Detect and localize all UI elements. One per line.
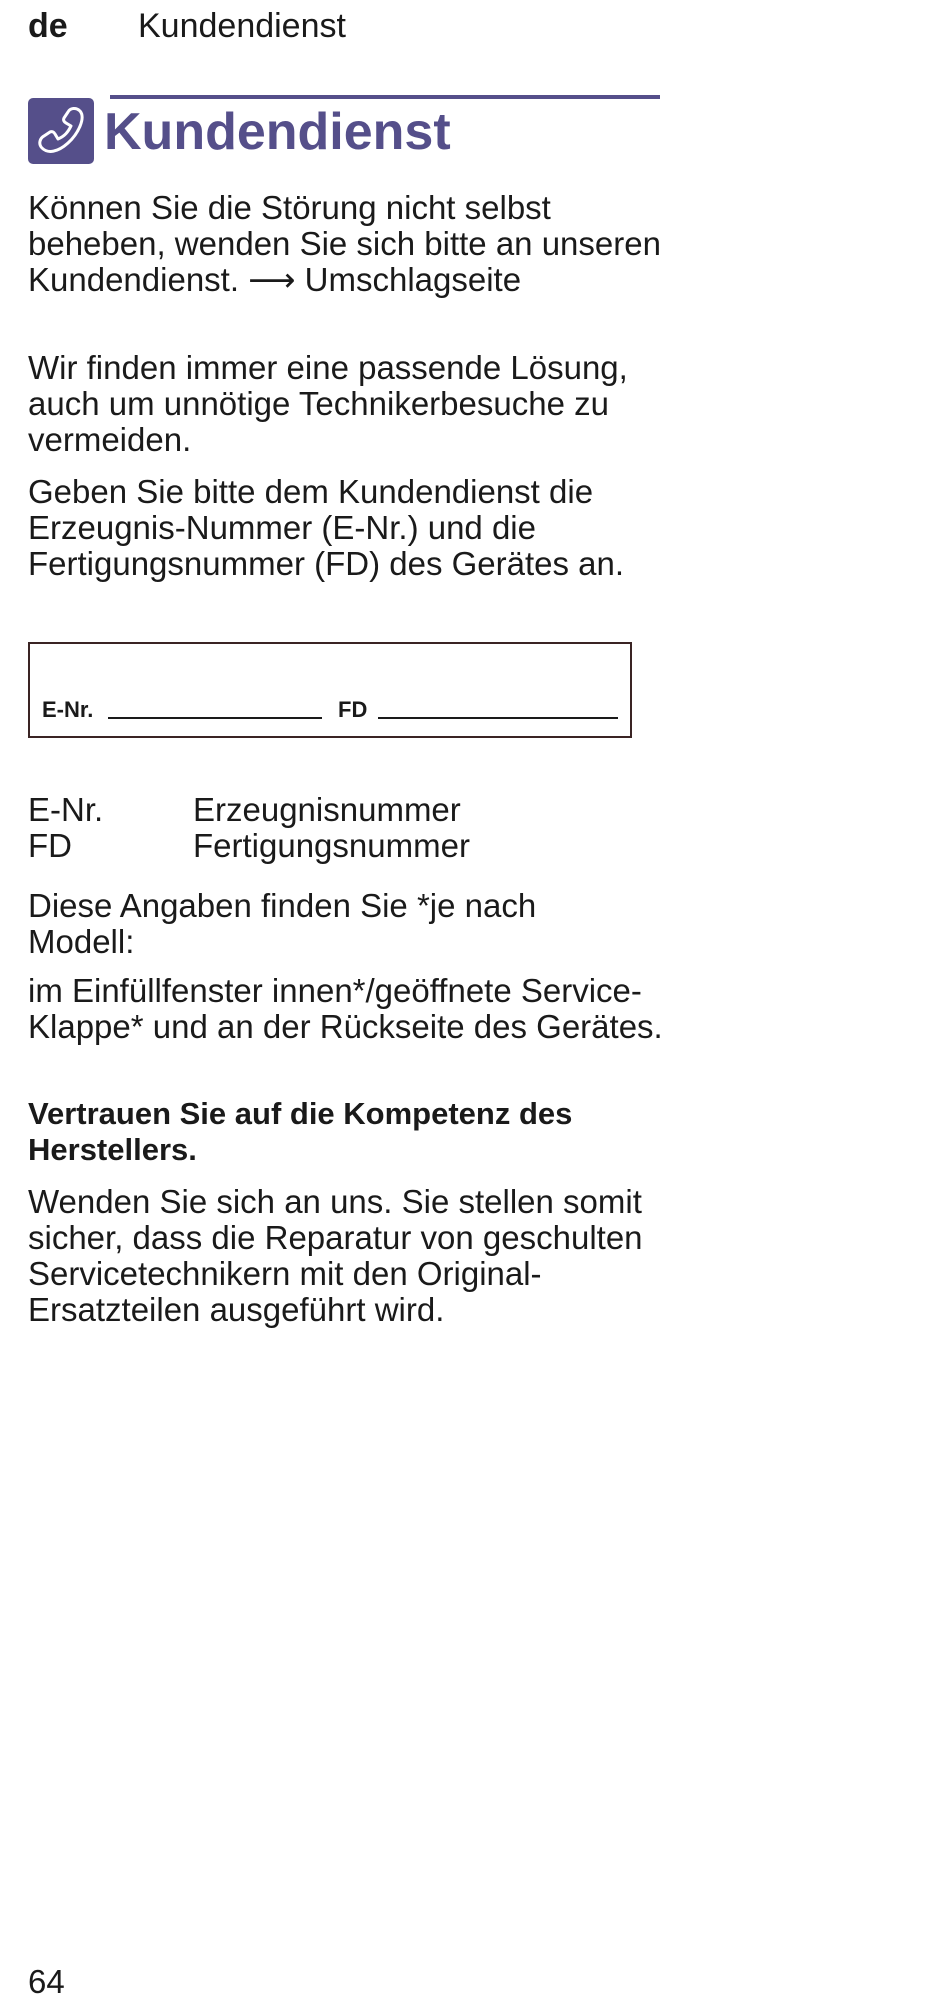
enr-label: E-Nr.	[42, 697, 94, 722]
enr-blank-line	[108, 717, 322, 719]
paragraph-location-intro: Diese Angaben finden Sie *je nach Modell:	[28, 887, 537, 960]
serial-number-form	[28, 642, 632, 738]
fd-label: FD	[338, 697, 368, 722]
page-number: 64	[28, 1963, 65, 2000]
language-code: de	[28, 7, 68, 45]
abbreviation-value: Fertigungsnummer	[193, 827, 470, 864]
page-title: Kundendienst	[104, 103, 451, 161]
fd-blank-line	[378, 717, 618, 719]
phone-handset-icon	[28, 98, 94, 164]
abbreviation-key: E-Nr.	[28, 791, 104, 828]
paragraph-provide-numbers: Geben Sie bitte dem Kundendienst die Erzeugnis-Nummer (E-Nr.) und die Fertigungsnummer (FD) des Gerätes an.	[28, 473, 625, 582]
paragraph-trust-heading: Vertrauen Sie auf die Kompetenz des Herstellers.	[28, 1096, 573, 1167]
abbreviation-key: FD	[28, 827, 72, 864]
paragraph-location-detail: im Einfüllfenster innen*/geöffnete Service-Klappe* und an der Rückseite des Gerätes.	[28, 972, 663, 1045]
title-rule	[110, 95, 660, 99]
paragraph-solution: Wir finden immer eine passende Lösung, auch um unnötige Technikerbesuche zu vermeiden.	[28, 349, 628, 458]
paragraph-contact-service: Können Sie die Störung nicht selbst beheben, wenden Sie sich bitte an unseren Kundendienst. ⟶ Umschlagseite	[28, 189, 661, 298]
abbreviation-value: Erzeugnisnummer	[193, 791, 461, 828]
paragraph-repair-info: Wenden Sie sich an uns. Sie stellen somit sicher, dass die Reparatur von geschulten Servicetechnikern mit den Original-Ersatzteilen ausgeführt wird.	[28, 1183, 643, 1328]
section-name: Kundendienst	[138, 7, 346, 45]
